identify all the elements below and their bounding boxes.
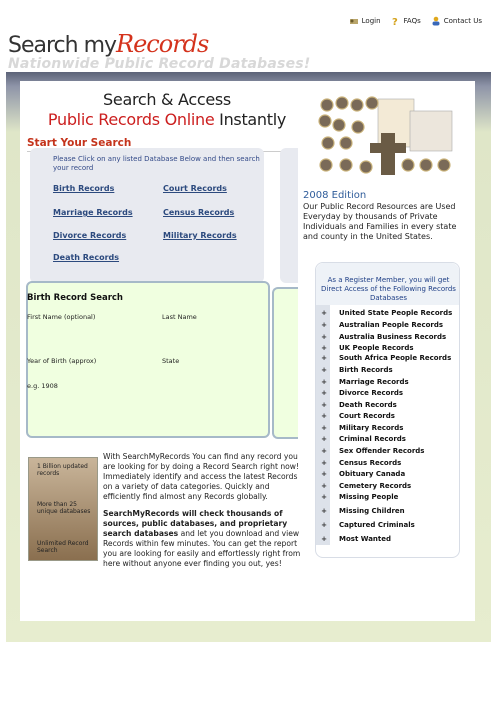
intro-paragraph: With SearchMyRecords You can find any record you are looking for by doing a Record Search right now! Immediately identify and access the latest Records on a variety of data categories. Quickly and efficiently find almost any Records globally. — [103, 452, 300, 501]
plus-icon: + — [321, 507, 327, 515]
records-collage-image — [318, 95, 458, 177]
logo-records-text: Records — [116, 30, 209, 58]
plus-icon: + — [321, 412, 327, 420]
plus-icon: + — [321, 378, 327, 386]
top-nav — [349, 16, 482, 26]
member-item[interactable] — [320, 470, 405, 478]
contact-label: Contact Us — [443, 17, 482, 25]
member-item-label: South Africa People Records — [339, 354, 452, 362]
books-promo-image — [28, 457, 98, 561]
member-item-label: Birth Records — [339, 366, 393, 374]
member-item-label: Military Records — [339, 424, 404, 432]
member-item-label: Sex Offender Records — [339, 447, 425, 455]
member-item-label: Marriage Records — [339, 378, 409, 386]
member-item[interactable] — [320, 401, 397, 409]
login-label: Login — [361, 17, 381, 25]
link-divorce-records[interactable]: Divorce Records — [53, 231, 127, 240]
question-icon — [391, 16, 401, 26]
logo-tagline: Nationwide Public Record Databases! — [8, 56, 311, 72]
plus-icon: + — [321, 333, 327, 341]
plus-icon: + — [321, 459, 327, 467]
link-marriage-records[interactable]: Marriage Records — [53, 208, 133, 217]
person-icon — [431, 16, 441, 26]
plus-icon: + — [321, 521, 327, 529]
last-name-label: Last Name — [162, 313, 197, 321]
member-item[interactable] — [320, 354, 451, 362]
db-box-edge — [280, 148, 298, 283]
headline-line1: Search & Access — [103, 90, 231, 109]
member-item-label: Death Records — [339, 401, 397, 409]
member-item-label: Criminal Records — [339, 435, 406, 443]
link-military-records[interactable]: Military Records — [163, 231, 237, 240]
member-item[interactable] — [320, 424, 403, 432]
member-item[interactable] — [320, 435, 406, 443]
plus-icon: + — [321, 321, 327, 329]
member-item-label: Missing People — [339, 493, 399, 501]
faqs-label: FAQs — [403, 17, 421, 25]
state-label: State — [162, 357, 180, 365]
login-link[interactable] — [349, 16, 381, 26]
member-item-label: Australia Business Records — [339, 333, 447, 341]
member-item-label: United State People Records — [339, 309, 453, 317]
database-intro: Please Click on any listed Database Below and then search your record — [53, 155, 260, 172]
member-item[interactable] — [320, 344, 414, 352]
contact-link[interactable] — [431, 16, 482, 26]
year-of-birth-label: Year of Birth (approx) — [27, 357, 97, 365]
plus-icon: + — [321, 309, 327, 317]
first-name-label: First Name (optional) — [27, 313, 96, 321]
member-panel-header — [316, 263, 459, 305]
member-item[interactable] — [320, 412, 395, 420]
member-item-label: Cemetery Records — [339, 482, 412, 490]
books-text-databases: More than 25 unique databases — [37, 501, 91, 515]
year-hint: e.g. 1908 — [27, 382, 58, 390]
member-item[interactable] — [320, 321, 443, 329]
books-text-records: 1 Billion updated records — [37, 463, 88, 477]
member-item-label: Australian People Records — [339, 321, 444, 329]
member-item[interactable] — [320, 493, 398, 501]
sources-paragraph — [103, 509, 301, 569]
member-item[interactable] — [320, 482, 411, 490]
member-item-label: Captured Criminals — [339, 521, 415, 529]
svg-text:?: ? — [391, 17, 398, 26]
plus-icon: + — [321, 366, 327, 374]
member-heading: As a Register Member, you will get Direct Access of the Following Records Databases — [321, 276, 456, 302]
plus-icon: + — [321, 447, 327, 455]
member-item[interactable] — [320, 535, 391, 543]
member-item-label: Missing Children — [339, 507, 405, 515]
member-item-label: Obituary Canada — [339, 470, 406, 478]
plus-icon: + — [321, 470, 327, 478]
member-item[interactable] — [320, 378, 409, 386]
sources-bold: SearchMyRecords will check thousands of sources, public databases, and proprietary search databases — [103, 509, 288, 538]
plus-icon: + — [321, 344, 327, 352]
member-item[interactable] — [320, 309, 452, 317]
edition-text: Our Public Record Resources are Used Everyday by thousands of Private Individuals and Families in every state and county in the United States. — [303, 202, 457, 241]
member-item-label: UK People Records — [339, 344, 414, 352]
plus-icon: + — [321, 535, 327, 543]
plus-icon: + — [321, 435, 327, 443]
member-item[interactable] — [320, 507, 405, 515]
start-search-title: Start Your Search — [27, 137, 132, 149]
logo-search-text: Search my — [8, 33, 117, 58]
headline-line2 — [22, 110, 312, 129]
plus-icon: + — [321, 482, 327, 490]
headline-red: Public Records Online — [47, 110, 215, 129]
member-item[interactable] — [320, 366, 393, 374]
plus-icon: + — [321, 389, 327, 397]
member-item[interactable] — [320, 521, 415, 529]
member-item-label: Most Wanted — [339, 535, 392, 543]
faqs-link[interactable] — [391, 16, 421, 26]
member-item-label: Divorce Records — [339, 389, 404, 397]
plus-icon: + — [321, 401, 327, 409]
link-death-records[interactable]: Death Records — [53, 253, 120, 262]
form-box-edge — [272, 287, 298, 439]
form-title: Birth Record Search — [27, 293, 123, 303]
plus-icon: + — [321, 354, 327, 362]
plus-icon: + — [321, 493, 327, 501]
member-item[interactable] — [320, 459, 401, 467]
sources-rest: and let you download and view Records within few minutes. You can get the report you are looking for easily and effortlessly right from here without anyone ever finding you out, yes! — [103, 529, 301, 568]
headline-rest: Instantly — [214, 110, 287, 129]
link-birth-records[interactable]: Birth Records — [53, 184, 115, 193]
site-logo[interactable] — [8, 30, 310, 72]
member-item[interactable] — [320, 389, 403, 397]
books-text-search: Unlimited Record Search — [37, 540, 89, 554]
edition-title: 2008 Edition — [303, 190, 367, 201]
member-item[interactable] — [320, 333, 446, 341]
member-item-label: Court Records — [339, 412, 395, 420]
member-item[interactable] — [320, 447, 424, 455]
member-item-label: Census Records — [339, 459, 402, 467]
link-census-records[interactable]: Census Records — [163, 208, 235, 217]
key-icon — [349, 16, 359, 26]
plus-icon: + — [321, 424, 327, 432]
link-court-records[interactable]: Court Records — [163, 184, 227, 193]
